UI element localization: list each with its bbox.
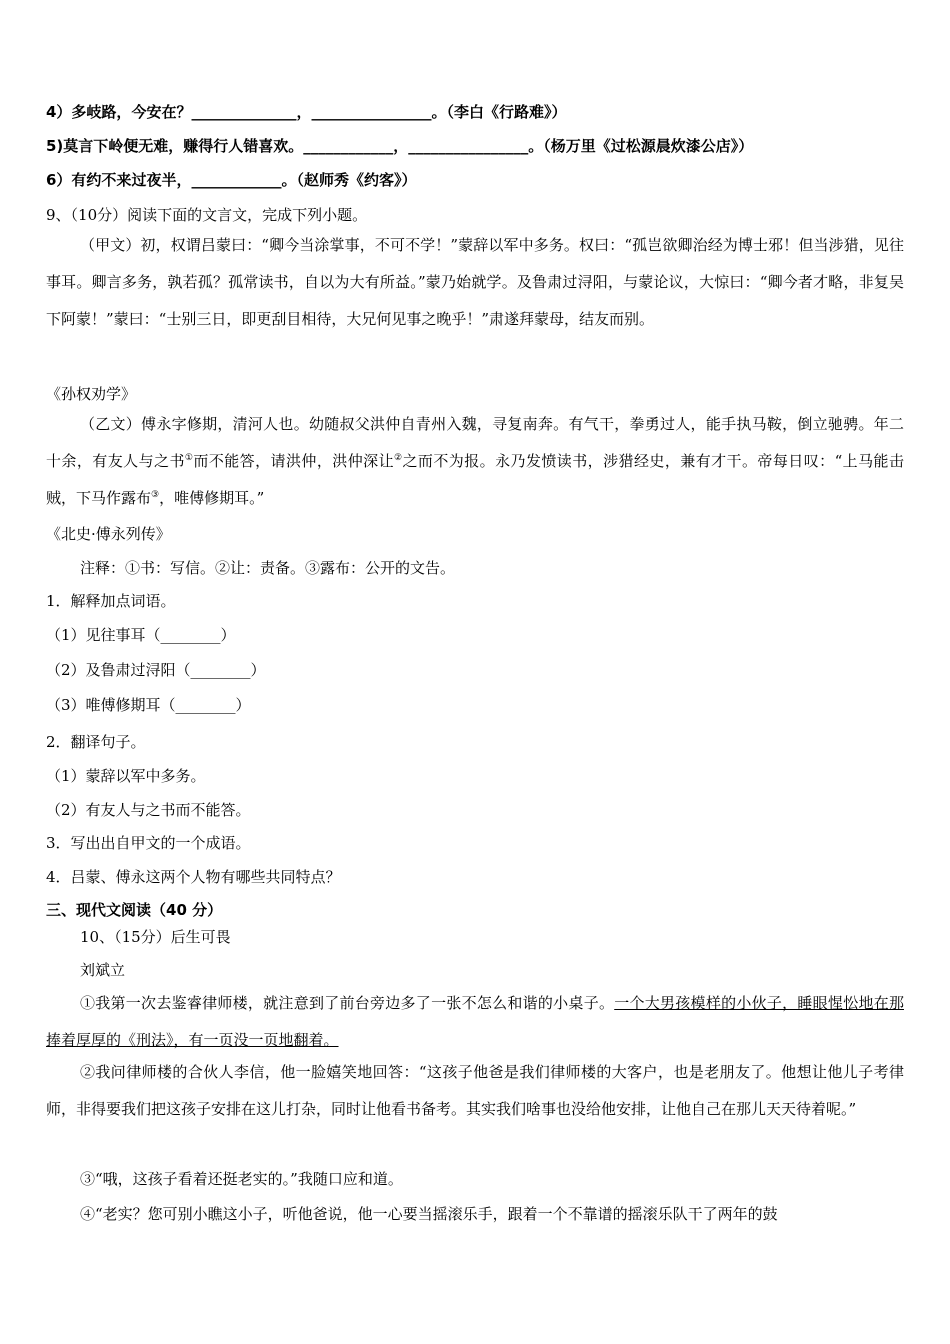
section-3-title: 三、现代文阅读（40 分） — [46, 901, 223, 919]
underlined-sentence: 一个大男孩模样的小伙子，睡眼惺忪地在那捧着厚厚的《刑法》，有一页没一页地翻着。 — [46, 994, 904, 1049]
sub-question-2-item: （2）有友人与之书而不能答。 — [46, 801, 251, 819]
passage-yi — [46, 406, 904, 517]
passage-yi-part1: （乙文）傅永字修期，清河人也。幼随叔父洪仲自青州入魏，寻复南奔。有气干，拳勇过人，能手执马鞍，倒立驰骋。年二十余，有友人与之书 — [46, 415, 904, 470]
note-mark-2: ② — [394, 453, 403, 463]
passage-jia: （甲文）初，权谓吕蒙曰：“卿今当涂掌事，不可不学！”蒙辞以军中多务。权曰：“孤岂欲卿治经为博士邪！但当涉猎，见往事耳。卿言多务，孰若孤？孤常读书，自以为大有所益。”蒙乃始就学。及鲁肃过浔阳，与蒙论议，大惊曰：“卿今者才略，非复吴下阿蒙！”蒙曰：“士别三日，即更刮目相待，大兄何见事之晚乎！”肃遂拜蒙母，结友而别。 — [46, 236, 904, 328]
passage-yi-part4: ，唯傅修期耳。” — [159, 489, 265, 507]
sub-question-2-item: （1）蒙辞以军中多务。 — [46, 767, 206, 785]
modern-paragraph-4: ④“老实？您可别小瞧这小子，听他爸说，他一心要当摇滚乐手，跟着一个不靠谱的摇滚乐队干了两年的鼓 — [80, 1205, 778, 1223]
note-mark-1: ① — [184, 453, 194, 463]
passage-yi-source: 《北史·傅永列传》 — [46, 525, 171, 543]
passage-jia-source: 《孙权劝学》 — [46, 385, 137, 403]
sub-question-4: 4．吕蒙、傅永这两个人物有哪些共同特点？ — [46, 868, 341, 886]
sub-question-1: 1．解释加点词语。 — [46, 592, 176, 610]
sub-question-1-item: （3）唯傅修期耳（________） — [46, 696, 251, 714]
sub-question-1-item: （2）及鲁肃过浔阳（________） — [46, 661, 266, 679]
q10-header: 10、（15分）后生可畏 — [80, 928, 231, 946]
paragraph-1-text: ①我第一次去鉴睿律师楼，就注意到了前台旁边多了一张不怎么和谐的小桌子。 — [80, 994, 615, 1012]
passage-yi-part3: 之而不为报。永乃发愤读书，涉猎经史，兼有才干。帝每日叹：“上马能击贼，下马作露布 — [46, 452, 904, 507]
notes: 注释：①书：写信。②让：责备。③露布：公开的文告。 — [80, 559, 456, 577]
passage-yi-part2: 而不能答，请洪仲，洪仲深让 — [193, 452, 394, 470]
poetry-item-5: 5)莫言下岭便无难，赚得行人错喜欢。____________，________________。（杨万里《过松源晨炊漆公店》） — [46, 137, 754, 155]
sub-question-2: 2．翻译句子。 — [46, 733, 146, 751]
note-mark-3: ③ — [151, 490, 160, 500]
sub-question-3: 3．写出出自甲文的一个成语。 — [46, 834, 251, 852]
modern-paragraph-3: ③“哦，这孩子看着还挺老实的。”我随口应和道。 — [80, 1170, 403, 1188]
sub-question-1-item: （1）见往事耳（________） — [46, 626, 236, 644]
q9-header: 9、（10分）阅读下面的文言文，完成下列小题。 — [46, 206, 368, 224]
poetry-item-6: 6）有约不来过夜半，____________。（赵师秀《约客》） — [46, 171, 417, 189]
author: 刘斌立 — [80, 961, 126, 979]
poetry-item-4: 4）多岐路，今安在？______________，________________。（李白《行路难》） — [46, 103, 567, 121]
modern-paragraph-2: ②我问律师楼的合伙人李信，他一脸嬉笑地回答：“这孩子他爸是我们律师楼的大客户，也是老朋友了。他想让他儿子考律师，非得要我们把这孩子安排在这儿打杂，同时让他看书备考。其实我们啥事也没给他安排，让他自己在那儿天天待着呢。” — [46, 1063, 904, 1118]
modern-paragraph-1 — [46, 985, 904, 1059]
